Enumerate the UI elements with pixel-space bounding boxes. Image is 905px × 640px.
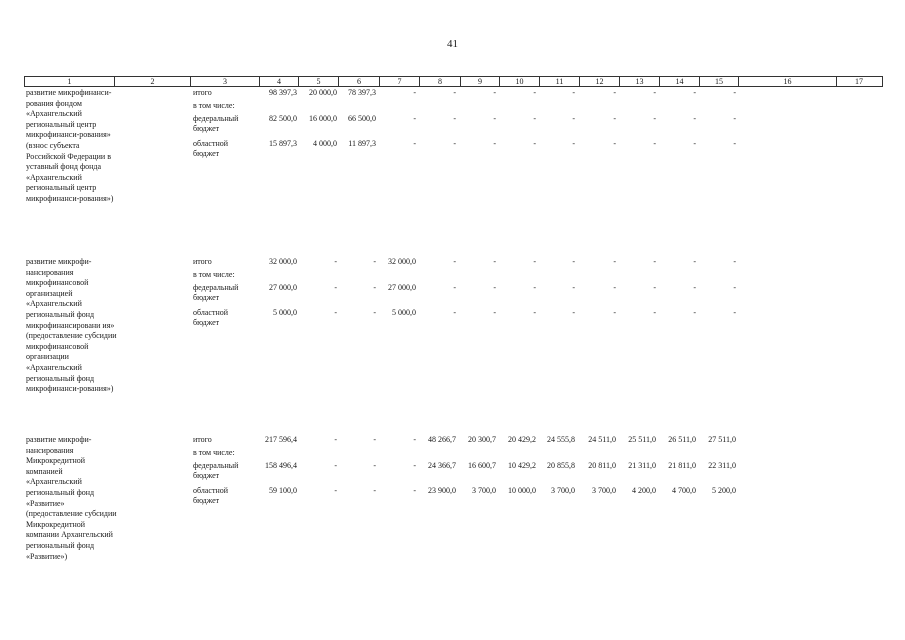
- cell-c14: -: [693, 283, 696, 292]
- cell-c10: 10 000,0: [508, 486, 536, 495]
- cell-c8: 24 366,7: [428, 461, 456, 470]
- cell-c13: -: [653, 139, 656, 148]
- header-cell-10: 10: [500, 77, 540, 86]
- cell-c11: 24 555,8: [547, 435, 575, 444]
- cell-c14: -: [693, 257, 696, 266]
- cell-c8: -: [453, 88, 456, 97]
- cell-c7: -: [413, 114, 416, 123]
- header-cell-1: 1: [25, 77, 115, 86]
- cell-c15: -: [733, 139, 736, 148]
- cell-c6: 11 897,3: [348, 139, 376, 148]
- funding-source-label: в том числе:: [193, 448, 235, 457]
- cell-c5: 16 000,0: [309, 114, 337, 123]
- row-description: развитие микрофинанси-рования фондом «Архангельский региональный центр микрофинанси-рования» (взнос субъекта Российской Федерации в уставный фонд фонда «Архангельский региональный центр микрофинанси-рования»): [26, 88, 114, 203]
- cell-c8: -: [453, 139, 456, 148]
- cell-c4: 15 897,3: [269, 139, 297, 148]
- cell-c10: -: [533, 88, 536, 97]
- cell-c11: -: [572, 257, 575, 266]
- cell-c11: -: [572, 139, 575, 148]
- cell-c13: 25 511,0: [628, 435, 656, 444]
- header-cell-13: 13: [620, 77, 660, 86]
- cell-c14: -: [693, 114, 696, 123]
- cell-c5: 4 000,0: [313, 139, 337, 148]
- cell-c10: -: [533, 139, 536, 148]
- header-cell-12: 12: [580, 77, 620, 86]
- cell-c4: 82 500,0: [269, 114, 297, 123]
- cell-c12: -: [613, 139, 616, 148]
- cell-c14: -: [693, 88, 696, 97]
- funding-source-label: федеральный бюджет: [193, 461, 239, 480]
- cell-c9: 20 300,7: [468, 435, 496, 444]
- cell-c15: 5 200,0: [712, 486, 736, 495]
- cell-c13: -: [653, 88, 656, 97]
- cell-c12: 24 511,0: [588, 435, 616, 444]
- cell-c6: -: [373, 308, 376, 317]
- header-cell-16: 16: [739, 77, 837, 86]
- cell-c7: 5 000,0: [392, 308, 416, 317]
- cell-c14: 4 700,0: [672, 486, 696, 495]
- cell-c10: -: [533, 283, 536, 292]
- cell-c15: -: [733, 257, 736, 266]
- cell-c13: 4 200,0: [632, 486, 656, 495]
- cell-c5: -: [334, 308, 337, 317]
- header-cell-5: 5: [299, 77, 339, 86]
- header-cell-8: 8: [420, 77, 461, 86]
- cell-c5: -: [334, 257, 337, 266]
- cell-c12: -: [613, 308, 616, 317]
- cell-c9: -: [493, 114, 496, 123]
- header-cell-9: 9: [461, 77, 500, 86]
- cell-c7: -: [413, 486, 416, 495]
- cell-c9: 3 700,0: [472, 486, 496, 495]
- cell-c4: 27 000,0: [269, 283, 297, 292]
- cell-c15: -: [733, 308, 736, 317]
- funding-source-label: в том числе:: [193, 101, 235, 110]
- funding-source-label: итого: [193, 88, 212, 97]
- cell-c8: -: [453, 283, 456, 292]
- cell-c13: 21 311,0: [628, 461, 656, 470]
- cell-c9: -: [493, 88, 496, 97]
- cell-c11: -: [572, 283, 575, 292]
- header-cell-7: 7: [380, 77, 420, 86]
- cell-c10: 20 429,2: [508, 435, 536, 444]
- cell-c15: -: [733, 114, 736, 123]
- cell-c8: -: [453, 308, 456, 317]
- header-cell-6: 6: [339, 77, 380, 86]
- cell-c4: 217 596,4: [265, 435, 297, 444]
- cell-c6: -: [373, 461, 376, 470]
- cell-c9: -: [493, 257, 496, 266]
- cell-c9: -: [493, 139, 496, 148]
- cell-c7: -: [413, 461, 416, 470]
- cell-c7: 27 000,0: [388, 283, 416, 292]
- cell-c13: -: [653, 114, 656, 123]
- cell-c15: 27 511,0: [708, 435, 736, 444]
- header-cell-2: 2: [115, 77, 191, 86]
- cell-c8: -: [453, 257, 456, 266]
- cell-c7: 32 000,0: [388, 257, 416, 266]
- cell-c10: 10 429,2: [508, 461, 536, 470]
- header-cell-4: 4: [260, 77, 299, 86]
- cell-c11: 3 700,0: [551, 486, 575, 495]
- cell-c9: 16 600,7: [468, 461, 496, 470]
- cell-c14: 26 511,0: [668, 435, 696, 444]
- funding-source-label: областной бюджет: [193, 486, 229, 505]
- cell-c10: -: [533, 257, 536, 266]
- funding-source-label: федеральный бюджет: [193, 114, 239, 133]
- cell-c9: -: [493, 308, 496, 317]
- cell-c6: 66 500,0: [348, 114, 376, 123]
- header-cell-11: 11: [540, 77, 580, 86]
- cell-c5: 20 000,0: [309, 88, 337, 97]
- funding-source-label: в том числе:: [193, 270, 235, 279]
- cell-c15: -: [733, 283, 736, 292]
- cell-c6: -: [373, 257, 376, 266]
- funding-source-label: областной бюджет: [193, 308, 229, 327]
- cell-c7: -: [413, 88, 416, 97]
- cell-c5: -: [334, 461, 337, 470]
- cell-c12: -: [613, 114, 616, 123]
- cell-c12: -: [613, 257, 616, 266]
- cell-c14: 21 811,0: [668, 461, 696, 470]
- cell-c13: -: [653, 257, 656, 266]
- cell-c12: 20 811,0: [588, 461, 616, 470]
- cell-c8: 48 266,7: [428, 435, 456, 444]
- cell-c12: -: [613, 88, 616, 97]
- row-description: развитие микрофи-нансирования микрофинансовой организацией «Архангельский региональный фонд микрофинансировани ия» (предоставление субсидии микрофинансовой организации «Архангельский региональный фонд микрофинанси-рования»): [26, 257, 117, 394]
- header-cell-14: 14: [660, 77, 700, 86]
- cell-c6: 78 397,3: [348, 88, 376, 97]
- cell-c13: -: [653, 308, 656, 317]
- cell-c5: -: [334, 283, 337, 292]
- cell-c11: 20 855,8: [547, 461, 575, 470]
- cell-c12: 3 700,0: [592, 486, 616, 495]
- header-cell-17: 17: [855, 77, 863, 86]
- cell-c6: -: [373, 486, 376, 495]
- cell-c4: 32 000,0: [269, 257, 297, 266]
- cell-c5: -: [334, 486, 337, 495]
- cell-c14: -: [693, 308, 696, 317]
- cell-c12: -: [613, 283, 616, 292]
- cell-c7: -: [413, 435, 416, 444]
- cell-c5: -: [334, 435, 337, 444]
- cell-c14: -: [693, 139, 696, 148]
- cell-c4: 5 000,0: [273, 308, 297, 317]
- funding-source-label: областной бюджет: [193, 139, 229, 158]
- cell-c11: -: [572, 114, 575, 123]
- cell-c7: -: [413, 139, 416, 148]
- funding-source-label: итого: [193, 257, 212, 266]
- table-header-row: [24, 76, 883, 87]
- cell-c11: -: [572, 88, 575, 97]
- cell-c6: -: [373, 435, 376, 444]
- cell-c4: 59 100,0: [269, 486, 297, 495]
- row-description: развитие микрофи-нансирования Микрокредитной компанией «Архангельский региональный фонд «Развитие» (предоставление субсидии Микрокредитной компании Архангельский региональный фонд «Развитие»): [26, 435, 117, 561]
- cell-c15: -: [733, 88, 736, 97]
- header-cell-15: 15: [700, 77, 739, 86]
- cell-c8: 23 900,0: [428, 486, 456, 495]
- cell-c9: -: [493, 283, 496, 292]
- cell-c4: 98 397,3: [269, 88, 297, 97]
- cell-c11: -: [572, 308, 575, 317]
- cell-c15: 22 311,0: [708, 461, 736, 470]
- cell-c4: 158 496,4: [265, 461, 297, 470]
- cell-c6: -: [373, 283, 376, 292]
- page-number: 41: [447, 38, 458, 50]
- cell-c8: -: [453, 114, 456, 123]
- funding-source-label: федеральный бюджет: [193, 283, 239, 302]
- cell-c13: -: [653, 283, 656, 292]
- header-cell-3: 3: [191, 77, 260, 86]
- funding-source-label: итого: [193, 435, 212, 444]
- cell-c10: -: [533, 114, 536, 123]
- cell-c10: -: [533, 308, 536, 317]
